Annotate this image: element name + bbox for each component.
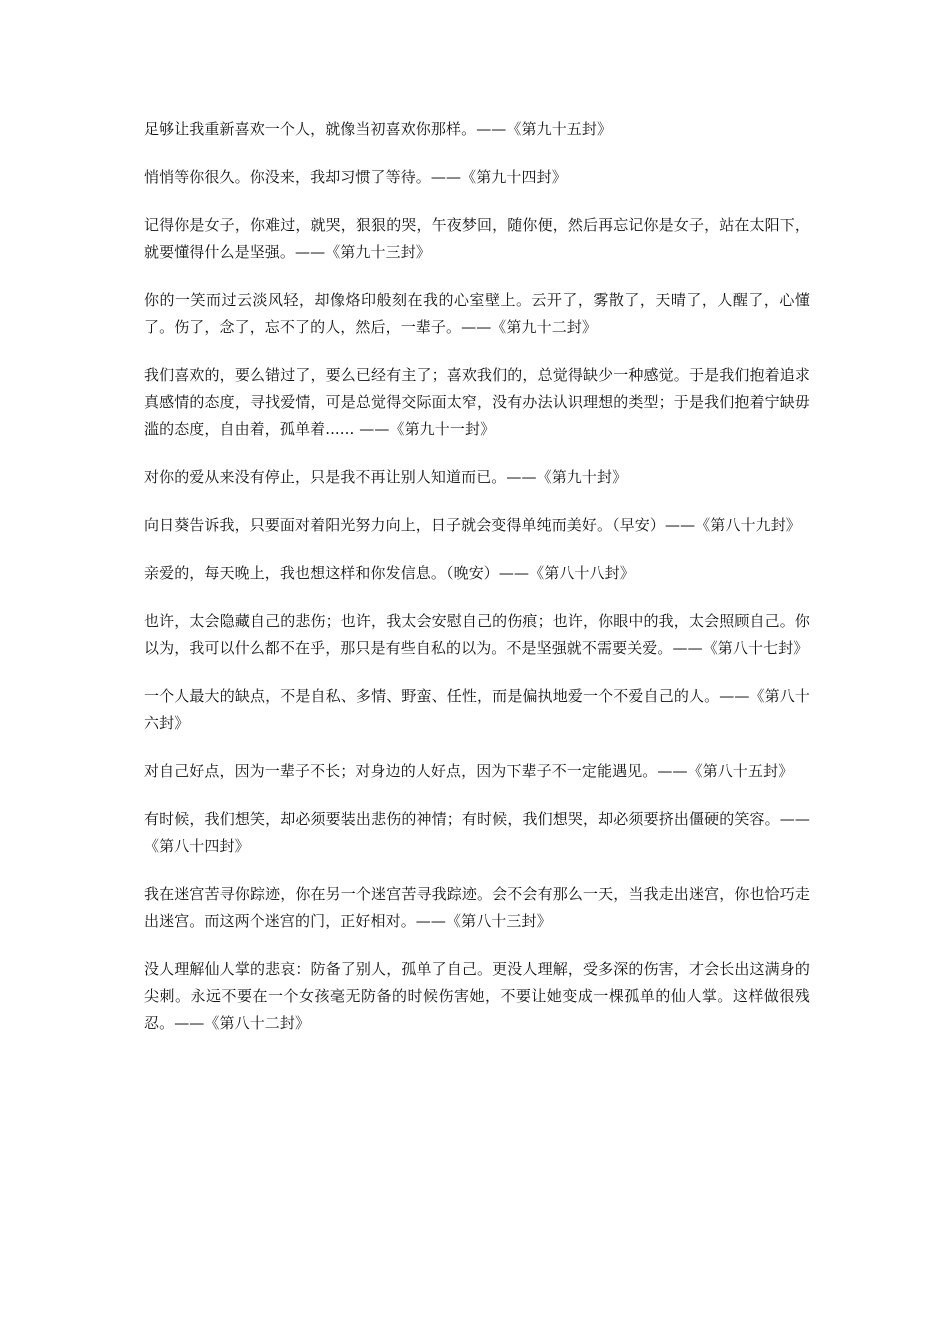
paragraph-88: 亲爱的，每天晚上，我也想这样和你发信息。（晚安）——《第八十八封》 xyxy=(144,564,635,582)
paragraph-92: 你的一笑而过云淡风轻，却像烙印般刻在我的心室壁上。云开了，雾散了，天晴了，人醒了，心懂了。伤了，念了，忘不了的人，然后，一辈子。——《第九十二封》 xyxy=(144,291,810,336)
paragraph-83: 我在迷宫苦寻你踪迹，你在另一个迷宫苦寻我踪迹。会不会有那么一天，当我走出迷宫，你也恰巧走出迷宫。而这两个迷宫的门，正好相对。——《第八十三封》 xyxy=(144,885,810,930)
paragraph-85: 对自己好点，因为一辈子不长；对身边的人好点，因为下辈子不一定能遇见。——《第八十五封》 xyxy=(144,762,794,780)
document-body xyxy=(144,116,810,1058)
paragraph-91: 我们喜欢的，要么错过了，要么已经有主了；喜欢我们的，总觉得缺少一种感觉。于是我们抱着追求真感情的态度，寻找爱情，可是总觉得交际面太窄，没有办法认识理想的类型；于是我们抱着宁缺毋滥的态度，自由着，孤单着...... ——《第九十一封》 xyxy=(144,366,810,438)
paragraph-90: 对你的爱从来没有停止，只是我不再让别人知道而已。——《第九十封》 xyxy=(144,468,628,486)
paragraph-89: 向日葵告诉我，只要面对着阳光努力向上，日子就会变得单纯而美好。（早安）——《第八十九封》 xyxy=(144,516,801,534)
paragraph-86: 一个人最大的缺点，不是自私、多情、野蛮、任性，而是偏执地爱一个不爱自己的人。——《第八十六封》 xyxy=(144,687,810,732)
paragraph-95: 足够让我重新喜欢一个人，就像当初喜欢你那样。——《第九十五封》 xyxy=(144,120,613,138)
paragraph-87: 也许，太会隐藏自己的悲伤；也许，我太会安慰自己的伤痕；也许，你眼中的我，太会照顾自己。你以为，我可以什么都不在乎，那只是有些自私的以为。不是坚强就不需要关爱。——《第八十七封》 xyxy=(144,612,810,657)
paragraph-82: 没人理解仙人掌的悲哀：防备了别人，孤单了自己。更没人理解，受多深的伤害，才会长出这满身的尖刺。永远不要在一个女孩毫无防备的时候伤害她，不要让她变成一棵孤单的仙人掌。这样做很残忍。——《第八十二封》 xyxy=(144,960,810,1032)
paragraph-94: 悄悄等你很久。你没来，我却习惯了等待。——《第九十四封》 xyxy=(144,168,567,186)
paragraph-93: 记得你是女子，你难过，就哭，狠狠的哭，午夜梦回，随你便，然后再忘记你是女子，站在太阳下，就要懂得什么是坚强。——《第九十三封》 xyxy=(144,216,810,261)
paragraph-84: 有时候，我们想笑，却必须要装出悲伤的神情；有时候，我们想哭，却必须要挤出僵硬的笑容。——《第八十四封》 xyxy=(144,810,810,855)
